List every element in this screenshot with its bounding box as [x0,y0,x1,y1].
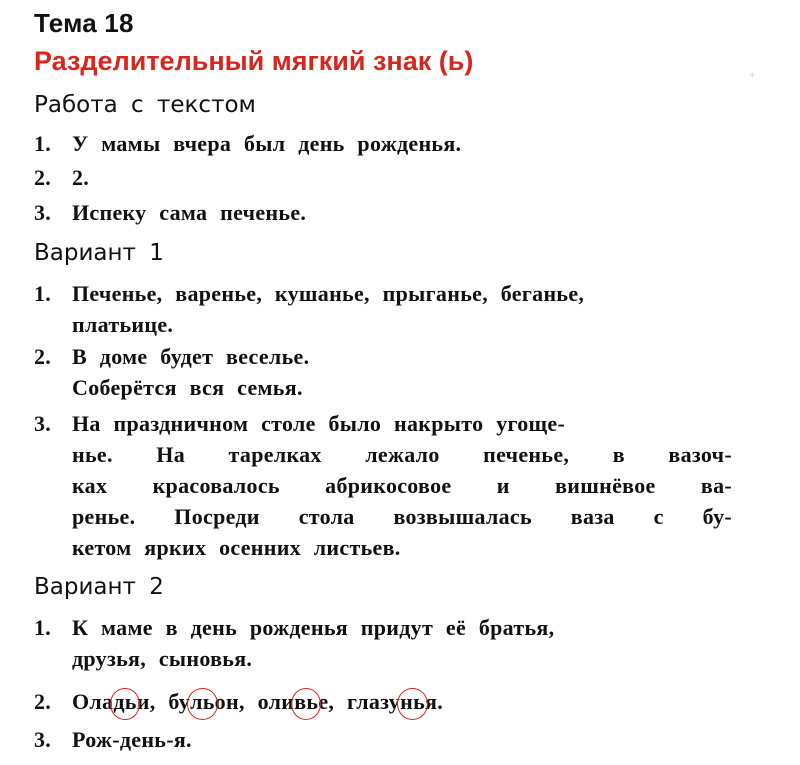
word-part: оли [257,689,295,714]
item-line [72,689,443,714]
list-item [34,278,734,340]
word-part: Ола [72,689,114,714]
list-item [34,197,734,228]
list-item [34,341,734,403]
word [347,689,443,714]
word [72,689,156,714]
word [168,689,244,714]
circled-letters: вь [294,686,318,717]
list-item [34,612,734,674]
item-line: У мамы вчера был день рожденья. [72,131,462,156]
section-heading-variant-1: Вариант 1 [34,240,164,266]
item-line: Соберётся вся семья. [72,375,303,400]
section-heading-variant-2: Вариант 2 [34,574,164,600]
item-number: 2. [34,689,52,714]
item-line: ренье. Посреди стола возвышалась ваза с бу- [72,504,732,529]
item-number: 3. [34,200,52,225]
item-number: 3. [34,727,52,752]
item-line: ках красовалось абрикосовое и вишнёвое ва- [72,473,732,498]
word-part: бу [168,689,191,714]
circled-letters: дь [113,686,136,717]
list-item [34,686,734,717]
topic-title: Разделительный мягкий знак (ь) [34,46,474,76]
item-line: Печенье, варенье, кушанье, прыганье, беганье, [72,281,585,306]
list-item [34,724,734,755]
item-line: платьице. [72,312,174,337]
item-line: кетом ярких осенних листьев. [72,535,401,560]
item-number: 2. [34,165,52,190]
item-line: На праздничном столе было накрыто угоще- [72,411,566,436]
item-line: Рож-день-я. [72,727,192,752]
word-part: и, [136,689,156,714]
item-number: 1. [34,281,52,306]
item-number: 1. [34,615,52,640]
item-number: 2. [34,344,52,369]
list-item [34,128,734,159]
word-part: е, [318,689,335,714]
word-part: он, [214,689,245,714]
list-item [34,162,734,193]
list-item [34,408,734,563]
circled-letters: ль [190,686,215,717]
item-line: В доме будет веселье. [72,344,310,369]
item-number: 3. [34,411,52,436]
topic-number: Тема 18 [34,8,134,38]
word [258,689,335,714]
word-part: я. [425,689,444,714]
section-heading-text-work: Работа с текстом [34,92,256,118]
circled-letters: нь [400,686,425,717]
registration-mark: + [748,70,757,81]
item-line: Испеку сама печенье. [72,200,307,225]
item-line: нье. На тарелках лежало печенье, в вазоч- [72,442,732,467]
item-number: 1. [34,131,52,156]
word-part: глазу [347,689,401,714]
item-line: друзья, сыновья. [72,646,253,671]
item-line: 2. [72,165,90,190]
item-line: К маме в день рожденья придут её братья, [72,615,555,640]
